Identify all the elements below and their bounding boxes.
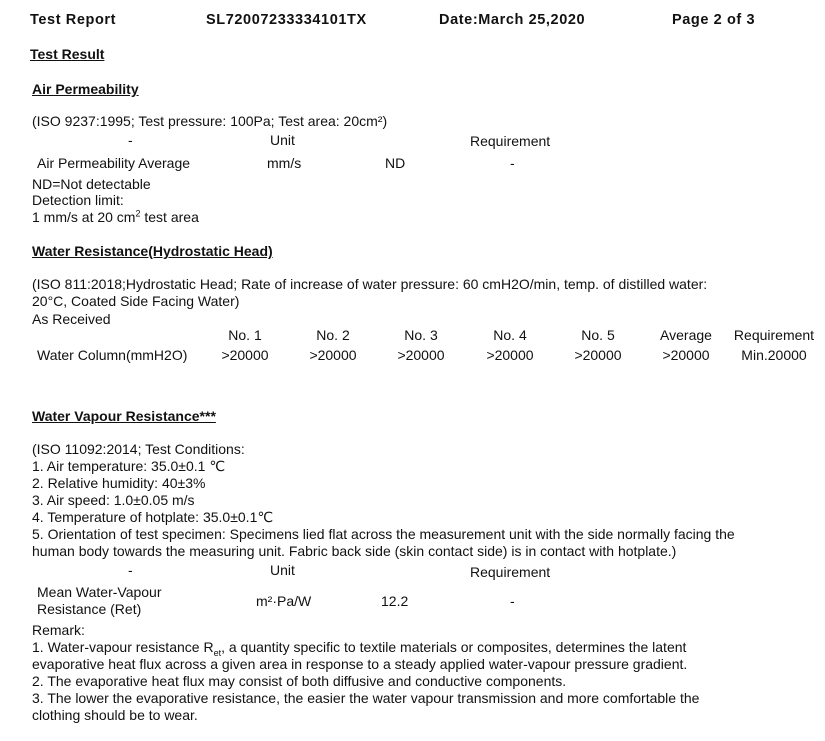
air-table-dash-header: -: [128, 132, 133, 148]
air-permeability-method: (ISO 9237:1995; Test pressure: 100Pa; Test area: 20cm²): [32, 113, 388, 129]
wr-col-average: Average: [660, 327, 712, 343]
air-note-nd: ND=Not detectable: [32, 176, 151, 192]
wv-table-unit-header: Unit: [270, 562, 295, 578]
wv-condition-5: 5. Orientation of test specimen: Specimens lied flat across the measurement unit with the side normally facing the: [32, 526, 735, 542]
wv-unit: m²·Pa/W: [256, 593, 312, 609]
wv-condition-3: 3. Air speed: 1.0±0.05 m/s: [32, 492, 195, 508]
report-number: SL72007233334101TX: [206, 12, 367, 28]
air-permeability-value: ND: [385, 155, 406, 171]
wr-value-no3: >20000: [397, 347, 445, 363]
wv-condition-2: 2. Relative humidity: 40±3%: [32, 475, 206, 491]
wr-col-requirement: Requirement: [733, 327, 815, 343]
report-date: Date:March 25,2020: [439, 12, 586, 28]
water-vapour-heading: Water Vapour Resistance***: [32, 408, 216, 424]
wv-table-requirement-header: Requirement: [470, 564, 551, 580]
air-permeability-unit: mm/s: [267, 155, 302, 171]
water-resistance-method-line2: 20°C, Coated Side Facing Water): [32, 293, 240, 309]
water-resistance-method-line1: (ISO 811:2018;Hydrostatic Head; Rate of increase of water pressure: 60 cmH2O/min, temp. of distilled water:: [32, 276, 708, 292]
as-received-label: As Received: [32, 311, 111, 327]
page-indicator: Page 2 of 3: [672, 12, 756, 28]
wv-condition-4: 4. Temperature of hotplate: 35.0±0.1℃: [32, 509, 274, 525]
wr-col-no2: No. 2: [316, 327, 350, 343]
wv-value: 12.2: [381, 593, 409, 609]
remark-3: 3. The lower the evaporative resistance, the easier the water vapour transmission and more comfortable the: [32, 690, 700, 706]
air-permeability-requirement: -: [510, 155, 515, 171]
wv-row-label-line1: Mean Water-Vapour: [37, 584, 162, 600]
test-result-heading: Test Result: [30, 46, 105, 62]
air-permeability-row-label: Air Permeability Average: [37, 155, 191, 171]
air-note-detection-limit: Detection limit:: [32, 192, 124, 208]
wv-row-label-line2: Resistance (Ret): [37, 601, 142, 617]
water-resistance-heading: Water Resistance(Hydrostatic Head): [32, 243, 273, 259]
wr-col-no4: No. 4: [493, 327, 527, 343]
wr-value-no1: >20000: [221, 347, 269, 363]
wv-condition-5-cont: human body towards the measuring unit. Fabric back side (skin contact side) is in contact with hotplate.): [32, 543, 677, 559]
remark-1: 1. Water-vapour resistance $R_{et}$, a quantity specific to textile materials or composites, determines the latent: [32, 639, 687, 658]
wr-col-no1: No. 1: [228, 327, 262, 343]
remark-heading: Remark:: [32, 622, 85, 638]
remark-2: 2. The evaporative heat flux may consist of both diffusive and conductive components.: [32, 673, 567, 689]
wv-condition-header: (ISO 11092:2014; Test Conditions:: [32, 441, 245, 457]
remark-3-cont: clothing should be to wear.: [32, 707, 198, 723]
air-note-detection-value: 1 mm/s at 20 $cm^2$ test area: [32, 208, 199, 225]
air-permeability-heading: Air Permeability: [32, 81, 139, 97]
wr-row-label: Water Column(mmH2O): [37, 347, 188, 363]
wr-value-no5: >20000: [574, 347, 622, 363]
report-title: Test Report: [30, 12, 117, 28]
air-table-requirement-header: Requirement: [470, 133, 551, 149]
wv-table-dash-header: -: [128, 562, 133, 578]
remark-1-cont: evaporative heat flux across a given area in response to a steady applied water-vapour pressure gradient.: [32, 656, 688, 672]
wr-col-no3: No. 3: [404, 327, 438, 343]
wr-value-average: >20000: [662, 347, 710, 363]
wr-value-no4: >20000: [486, 347, 534, 363]
wr-value-requirement: Min.20000: [741, 347, 807, 363]
air-table-unit-header: Unit: [270, 132, 295, 148]
wr-col-no5: No. 5: [581, 327, 615, 343]
wv-requirement: -: [510, 593, 515, 609]
wr-value-no2: >20000: [309, 347, 357, 363]
wv-condition-1: 1. Air temperature: 35.0±0.1 ℃: [32, 458, 226, 474]
